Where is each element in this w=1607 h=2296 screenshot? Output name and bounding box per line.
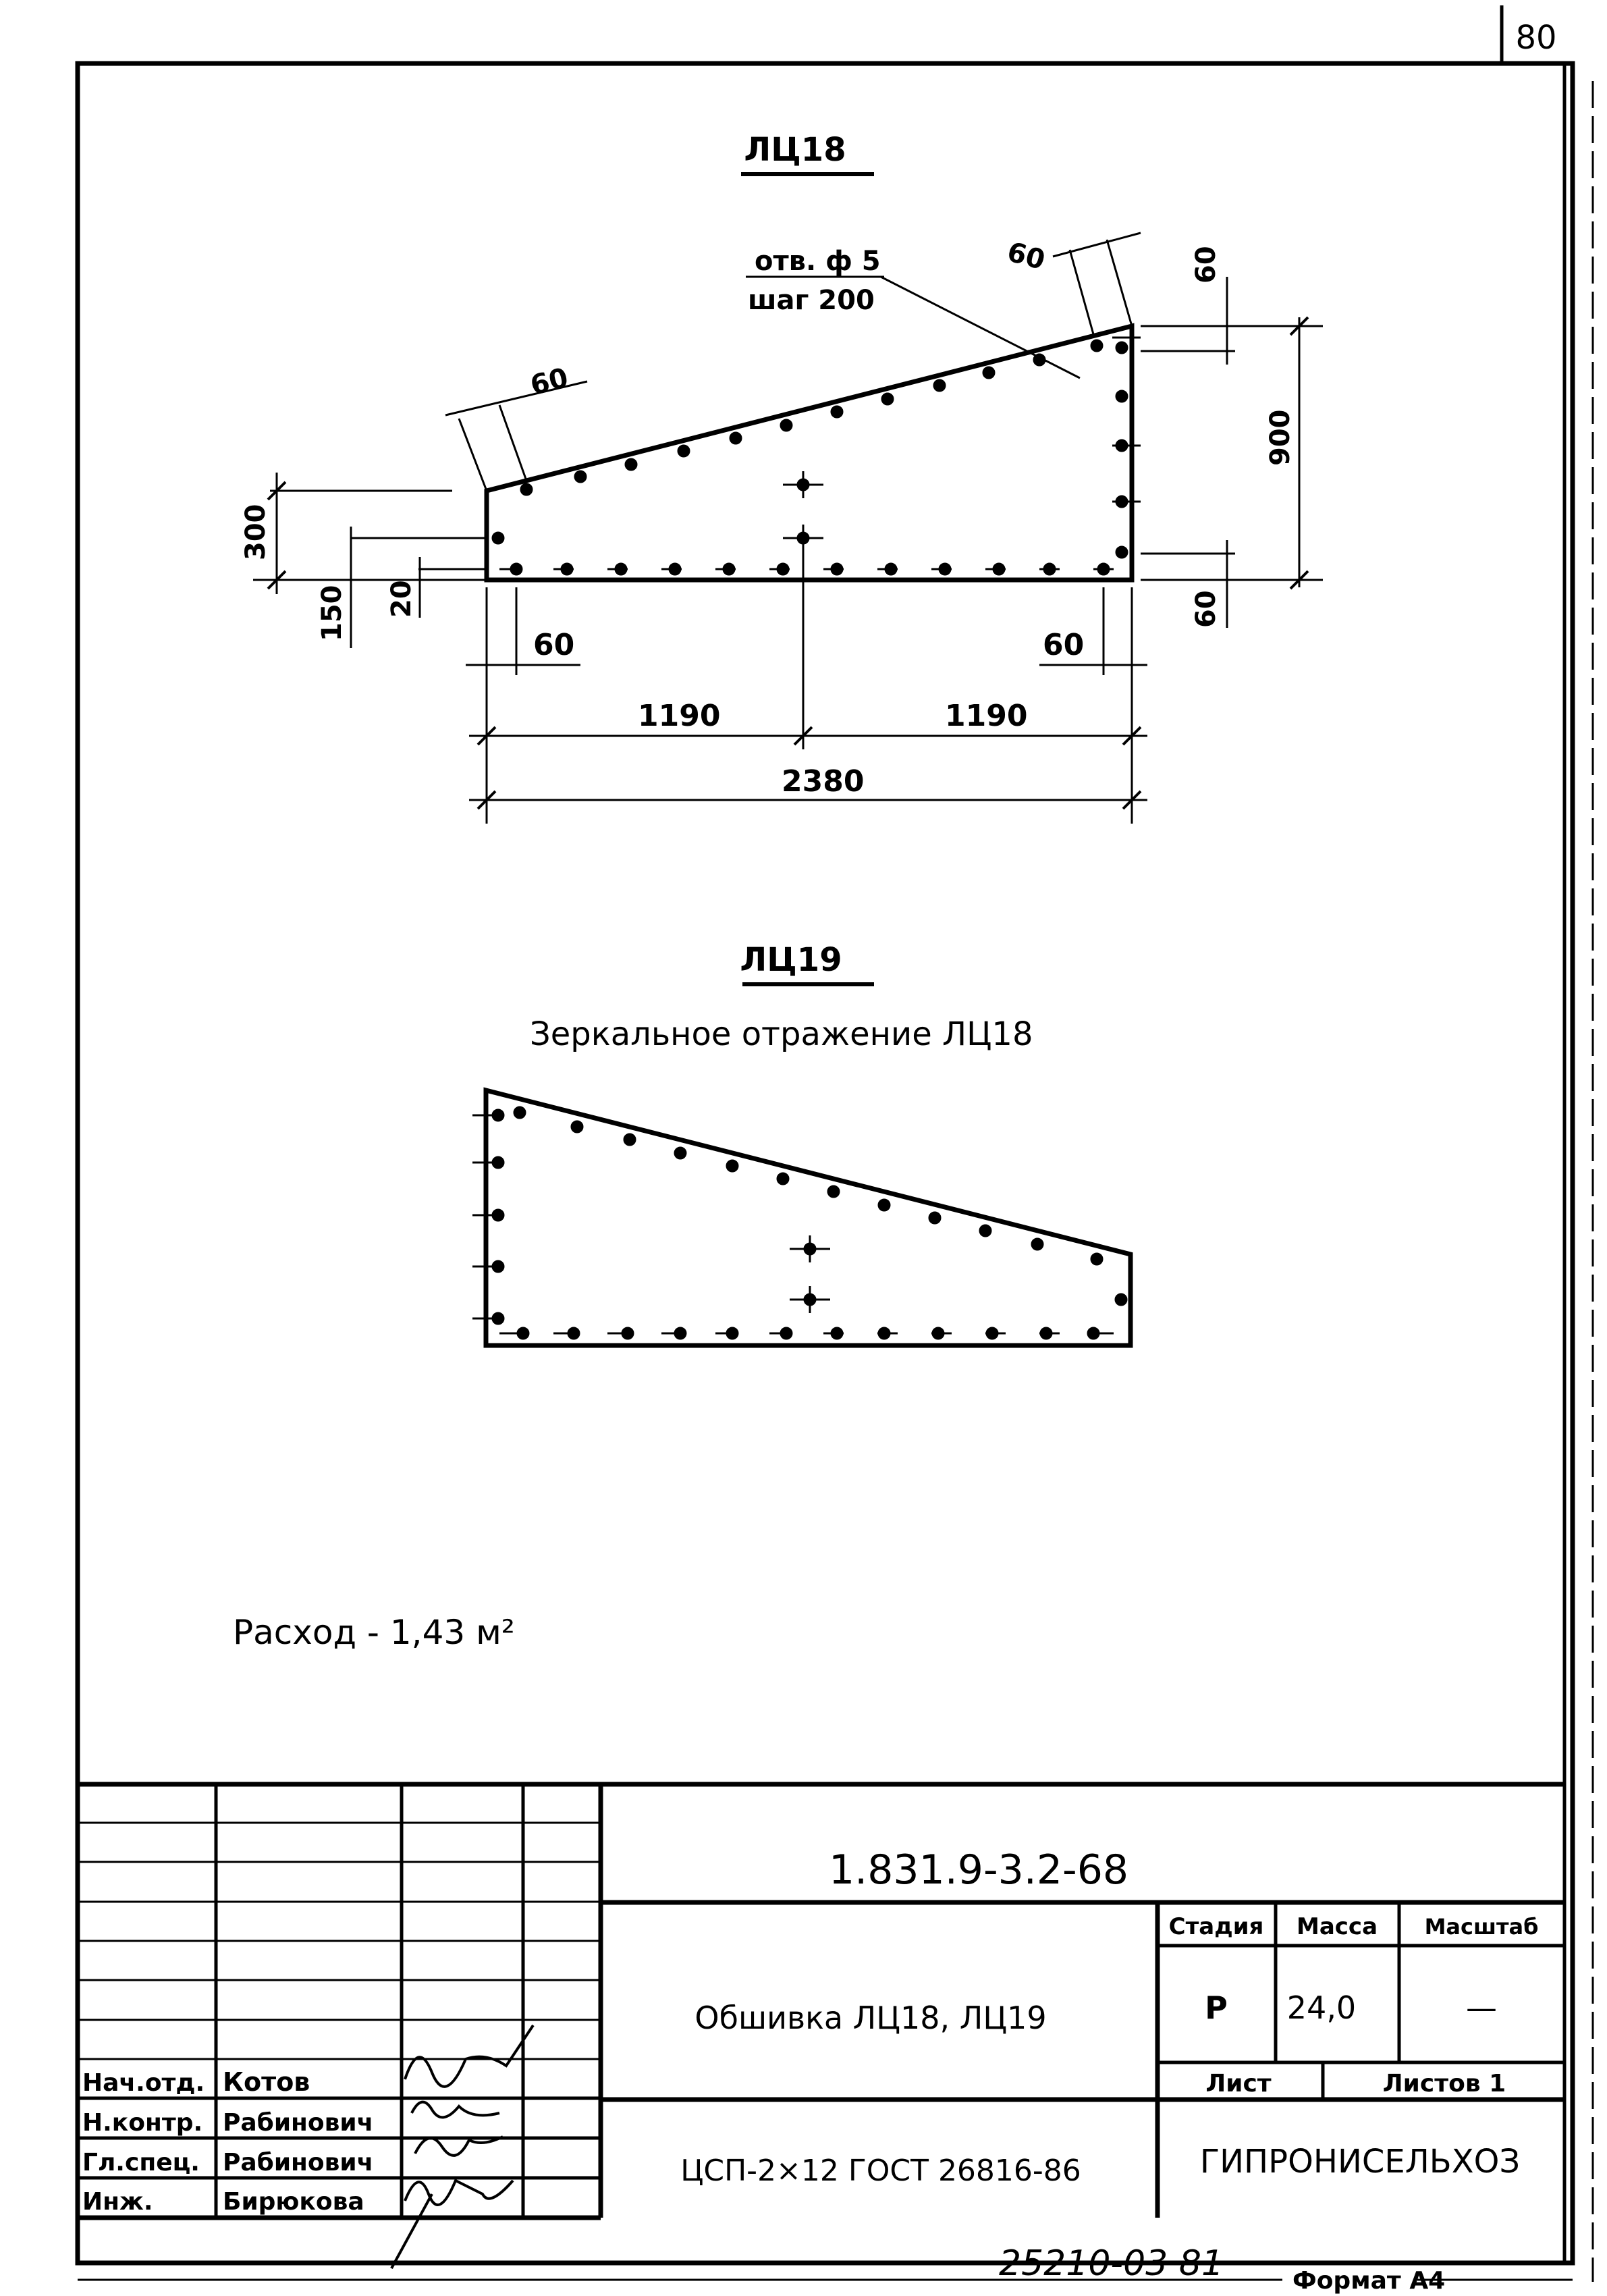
dimension-lines [253,233,1323,824]
name-4: Бирюкова [223,2188,364,2216]
dim-right-bottom-60: 60 [1191,590,1222,628]
name-1: Котов [223,2067,310,2097]
hole-label-1: отв. ф 5 [755,246,881,277]
dim-right-top-60: 60 [1191,246,1222,284]
drawing-lc18 [240,131,1323,824]
material-spec: ЦСП-2×12 ГОСТ 26816-86 [680,2154,1081,2188]
role-2: Н.контр. [82,2109,203,2137]
drawing-18-title: ЛЦ18 [744,131,846,169]
inventory-number: 25210-03 81 [999,2243,1224,2284]
dim-total: 2380 [782,764,865,799]
name-3: Рабинович [223,2149,374,2177]
dim-left-300: 300 [240,504,271,560]
consumption-note: Расход - 1,43 м² [233,1613,515,1652]
dim-left-150: 150 [317,585,348,641]
role-4: Инж. [82,2188,153,2216]
mirror-hole-crosses [472,1115,1120,1333]
drawing-lc19 [472,941,1131,1345]
scale-value: — [1466,1990,1497,2026]
dim-bottom-right-60: 60 [1043,628,1085,662]
mass-header: Масса [1296,1913,1378,1940]
dim-half-left: 1190 [638,699,721,733]
role-1: Нач.отд. [82,2069,205,2097]
sheets-label: Листов 1 [1382,2070,1506,2098]
dim-top-left-60: 60 [527,362,572,402]
organization: ГИПРОНИСЕЛЬХОЗ [1199,2143,1521,2181]
handwritten-signatures [391,2025,533,2268]
dim-top-right-60: 60 [1004,236,1049,277]
signature-rows [82,2067,373,2216]
drawing-19-subtitle: Зеркальное отражение ЛЦ18 [530,1015,1033,1053]
hole-crosses [499,338,1141,569]
stage-header: Стадия [1168,1913,1264,1940]
mass-value: 24,0 [1286,1990,1357,2026]
role-3: Гл.спец. [82,2149,200,2177]
dim-left-20: 20 [386,580,417,618]
stage-value: Р [1205,1990,1228,2026]
fastener-holes [493,340,1127,575]
scale-header: Масштаб [1424,1914,1539,1940]
doc-number: 1.831.9-3.2-68 [828,1846,1129,1894]
dim-right-900: 900 [1265,409,1296,466]
drawing-19-title: ЛЦ19 [740,941,842,979]
hole-label-2: шаг 200 [748,285,875,316]
dim-half-right: 1190 [945,699,1028,733]
name-2: Рабинович [223,2109,374,2137]
part-name: Обшивка ЛЦ18, ЛЦ19 [694,2000,1047,2036]
sheet-label: Лист [1205,2070,1272,2098]
page-number: 80 [1515,19,1557,57]
format-label: Формат А4 [1292,2267,1446,2295]
dim-bottom-left-60: 60 [533,628,575,662]
